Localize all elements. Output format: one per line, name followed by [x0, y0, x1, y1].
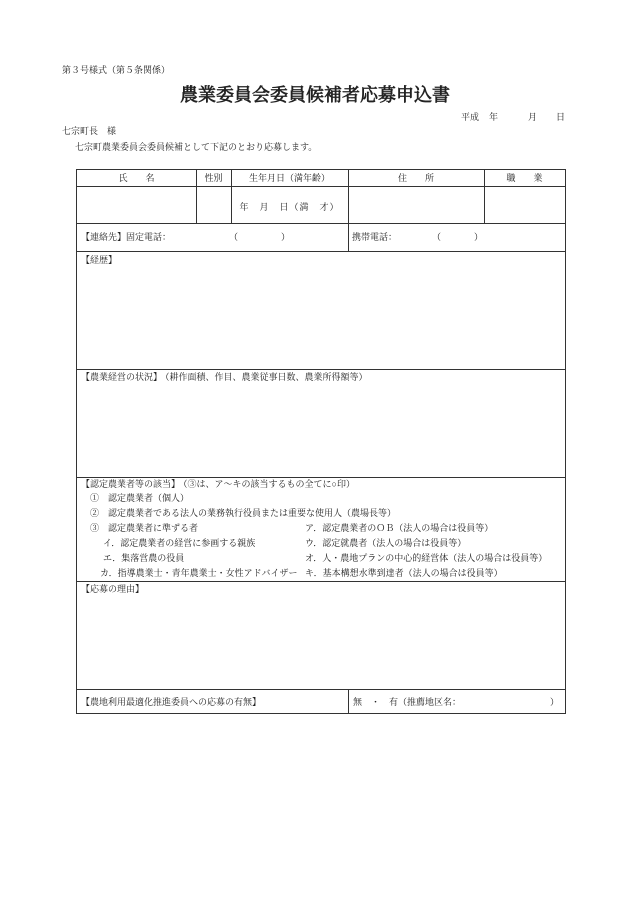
table-rule: [348, 689, 349, 713]
certified-item: ① 認定農業者（個人）: [90, 493, 190, 503]
farm-status-label: 【農業経営の状況】: [81, 372, 163, 382]
table-rule: [77, 581, 565, 582]
table-rule: [77, 369, 565, 370]
date-month: 月: [528, 112, 538, 122]
certified-item: ③ 認定農業者に準ずる者: [90, 523, 199, 533]
certified-sub-item: エ．集落営農の役員: [103, 553, 185, 563]
application-table: [76, 169, 566, 714]
certified-sub-item: キ．基本構想水準到達者（法人の場合は役員等）: [305, 568, 503, 578]
certified-sub-item: カ．指導農業士・青年農業士・女性アドバイザー: [100, 568, 298, 578]
landline-paren-open: （: [229, 232, 239, 242]
reason-label: 【応募の理由】: [81, 584, 145, 594]
mobile-paren-open: （: [432, 232, 442, 242]
certified-sub-item: ア．認定農業者のＯＢ（法人の場合は役員等）: [305, 523, 494, 533]
addressee: 七宗町長 様: [62, 126, 117, 136]
certified-sub-item: オ．人・農地プランの中心的経営体（法人の場合は役員等）: [305, 553, 548, 563]
promotion-close-paren: ）: [550, 697, 560, 707]
page-title: 農業委員会委員候補者応募申込書: [180, 85, 450, 105]
certified-sub-item: イ．認定農業者の経営に参画する親族: [103, 538, 256, 548]
table-rule: [77, 251, 565, 252]
mobile-paren-close: ）: [474, 232, 484, 242]
table-rule: [77, 186, 565, 187]
date-era: 平成: [461, 112, 480, 122]
column-header-address: 住 所: [397, 173, 434, 183]
certified-item: ② 認定農業者である法人の業務執行役員または重要な使用人（農場長等）: [90, 508, 397, 518]
table-rule: [77, 223, 565, 224]
certified-heading: [81, 478, 355, 490]
certified-label: 【認定農業者等の該当】: [81, 479, 181, 489]
intro-text: 七宗町農業委員会委員候補として下記のとおり応募します。: [75, 142, 318, 152]
column-header-birthdate: 生年月日（満年齢）: [248, 173, 330, 183]
column-header-name: 氏 名: [118, 173, 155, 183]
landline-paren-close: ）: [281, 232, 291, 242]
table-rule: [77, 689, 565, 690]
date-day: 日: [556, 112, 566, 122]
column-header-occupation: 職 業: [506, 173, 543, 183]
landline-label: 【連絡先】固定電話：: [81, 232, 172, 242]
certified-sub-item: ウ．認定就農者（法人の場合は役員等）: [305, 538, 467, 548]
farm-status-heading: [81, 371, 368, 383]
date-year: 年: [489, 112, 499, 122]
column-header-sex: 性別: [204, 173, 223, 183]
form-number: 第３号様式（第５条関係）: [62, 65, 171, 75]
promotion-label: 【農地利用最適化推進委員への応募の有無】: [81, 697, 262, 707]
career-label: 【経歴】: [81, 255, 118, 265]
certified-note: （③は、ア～キの該当するもの全てに○印）: [183, 479, 355, 489]
birthdate-blank: 年 月 日（満 才）: [239, 202, 340, 212]
promotion-options: 無 ・ 有（推薦地区名：: [353, 697, 462, 707]
farm-status-note: （耕作面積、作目、農業従事日数、農業所得額等）: [165, 372, 368, 382]
mobile-label: 携帯電話：: [352, 232, 398, 242]
